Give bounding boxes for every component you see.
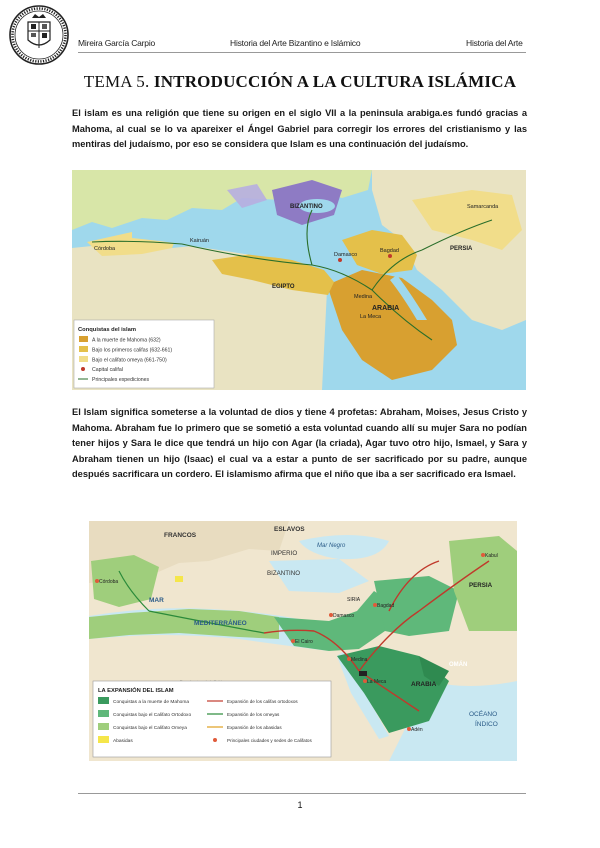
map2-label-arabia: ARABIA xyxy=(411,681,437,688)
map2-label-indico: ÍNDICO xyxy=(475,721,498,728)
svg-text:ARABIA: ARABIA xyxy=(372,305,400,312)
page-title xyxy=(0,72,600,92)
map2-label-siria: SIRIA xyxy=(347,597,361,603)
header-subject: Historia del Arte Bizantino e Islámico xyxy=(230,38,361,48)
map2-label-eslavos: ESLAVOS xyxy=(274,526,305,533)
svg-text:Córdoba: Córdoba xyxy=(94,246,116,252)
map1-legend-item-3: Bajo el califato omeya (661-750) xyxy=(92,357,167,364)
svg-text:PERSIA: PERSIA xyxy=(450,246,473,252)
map2-label-mar: MAR xyxy=(149,597,164,604)
map2-label-mediterraneo: MEDITERRÁNEO xyxy=(194,620,247,627)
svg-text:Damasco: Damasco xyxy=(334,252,358,258)
university-seal xyxy=(8,4,70,66)
map2-label-oman: OMÁN xyxy=(449,662,468,668)
svg-text:La Meca: La Meca xyxy=(360,314,382,320)
map2-label-oceano: OCÉANO xyxy=(469,711,498,718)
svg-text:Samarcanda: Samarcanda xyxy=(467,204,499,210)
map2-legend-route-3: Expansión de los abasidas xyxy=(227,725,282,730)
map2-legend-item-3: Conquistas bajo el Califato Omeya xyxy=(113,726,187,731)
map1-legend-route: Principales expediciones xyxy=(92,377,150,383)
map2-label-la-meca: La Meca xyxy=(367,679,387,685)
svg-text:Bagdad: Bagdad xyxy=(380,248,399,254)
map2-legend-title: LA EXPANSIÓN DEL ISLAM xyxy=(98,688,174,694)
svg-text:BIZANTINO: BIZANTINO xyxy=(290,204,323,210)
title-main: INTRODUCCIÓN A LA CULTURA ISLÁMICA xyxy=(153,72,517,91)
map2-label-bizantino: BIZANTINO xyxy=(267,570,301,577)
page-number: 1 xyxy=(297,800,303,810)
map1-legend-capital: Capital califal xyxy=(92,367,123,373)
map2-legend-item-1: Conquistas a la muerte de Mahoma xyxy=(113,700,189,705)
map-islamic-conquests xyxy=(72,170,526,390)
map2-label-imperio: IMPERIO xyxy=(271,550,298,557)
map1-legend-item-2: Bajo los primeros califas (632-661) xyxy=(92,347,173,354)
title-prefix: TEMA 5. xyxy=(83,72,154,91)
paragraph-1: El islam es una religión que tiene su origen en el siglo VII a la peninsula arabiga.es fundó gracias a Mahoma, al cual se lo va apareixer el Ángel Gabriel para corregir los errores del cristianismo y las mentiras del judaísmo, por eso se considera que Islam es una continuación del judaísmo. xyxy=(72,108,527,150)
map-islam-expansion xyxy=(89,521,517,761)
map2-legend-route-4: Principales ciudades y sedes de Califatos xyxy=(227,738,312,743)
header-author: Mireira García Carpio xyxy=(78,38,156,48)
map2-label-aden: Adén xyxy=(411,727,423,733)
svg-text:Medina: Medina xyxy=(354,294,373,300)
map1-legend-title: Conquistas del islam xyxy=(78,327,136,333)
map2-legend-item-4: Abasidas xyxy=(113,739,133,744)
map2-label-el-cairo: El Cairo xyxy=(295,639,313,645)
map2-legend-route-1: Expansión de los califas ortodoxos xyxy=(227,699,298,704)
header-course: Historia del Arte xyxy=(466,38,523,48)
map2-label-kabul: Kabul xyxy=(485,553,498,559)
map2-legend-item-2: Conquistas bajo el Califato Ortodoxo xyxy=(113,713,192,718)
map2-label-persia: PERSIA xyxy=(469,582,493,589)
map2-label-medina: Medina xyxy=(351,657,368,663)
footer-divider xyxy=(78,793,526,794)
map2-label-bagdad: Bagdad xyxy=(377,603,395,609)
map2-label-mar-negro: Mar Negro xyxy=(317,543,346,549)
map2-legend-route-2: Expansión de los omeyas xyxy=(227,712,280,717)
svg-text:EGIPTO: EGIPTO xyxy=(272,284,295,290)
svg-text:Kairuán: Kairuán xyxy=(190,238,209,244)
map2-label-francos: FRANCOS xyxy=(164,532,197,539)
header-divider xyxy=(78,52,526,53)
map2-label-cordoba: Córdoba xyxy=(99,579,119,585)
map1-legend-item-1: A la muerte de Mahoma (632) xyxy=(92,337,161,344)
paragraph-2: El Islam significa someterse a la voluntad de dios y tiene 4 profetas: Abraham, Moises, Jesus Cristo y Mahoma. Abraham fue lo primero que se sometió a esta voluntad cuando allí su mujer Sara no podían tener hijos y Sara le dice que tendrá un hijo con Agar (la criada), Agar tuvo otro hijo, Ismael, y Sara y Abraham tienen un hijo (Isaac) el cual va a estar a punto de ser sacrificado por su padre, aunque después sacrificara un cordero. El islamismo afirma que el niño que iba a ser sacrificado era Ismael. xyxy=(72,407,527,480)
map2-label-damasco: Damasco xyxy=(333,613,355,619)
